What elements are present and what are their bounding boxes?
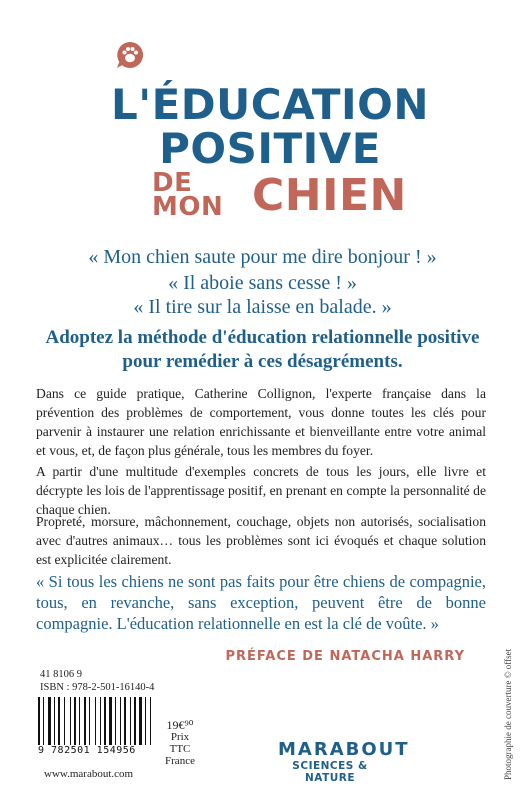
barcode-bar: [54, 697, 55, 745]
barcode-bar: [102, 697, 103, 745]
photo-credit-text: Photographie de couverture © offset: [503, 648, 513, 780]
publisher-name: MARABOUT: [278, 739, 410, 760]
barcode: [38, 697, 156, 759]
barcode-bar: [143, 697, 144, 745]
barcode-bar: [84, 697, 86, 745]
title-chien: CHIEN: [252, 170, 407, 221]
barcode-bar: [122, 697, 123, 745]
preface-credit: PRÉFACE DE NATACHA HARRY: [225, 649, 465, 664]
barcode-bar: [64, 697, 65, 745]
barcode-bars: [38, 697, 156, 745]
photo-credit: [493, 600, 513, 800]
isbn: ISBN : 978-2-501-16140-4: [40, 682, 155, 693]
highlight-quote: « Si tous les chiens ne sont pas faits pour être chiens de compagnie, tous, en revanche, sans exception, peuvent être de bonne compagnie. L'éducation relationnelle en est la clé de voûte. »: [36, 572, 486, 633]
barcode-bar: [120, 697, 121, 745]
barcode-bar: [91, 697, 94, 745]
barcode-bar: [43, 697, 44, 745]
body-paragraph-1: Dans ce guide pratique, Catherine Collignon, l'experte française dans la prévention des problèmes de comportement, vous donne toutes les clés pour parvenir à instaurer une relation enrichissante et bienveillante entre votre animal et vous, et, de façon plus générale, tous les membres du foyer.: [36, 386, 486, 458]
barcode-bar: [45, 697, 47, 745]
lead-text: Adoptez la méthode d'éducation relationnelle positive pour remédier à ces désagréments.: [45, 327, 480, 372]
quote-1: « Mon chien saute pour me dire bonjour ! »: [88, 246, 437, 268]
barcode-bar: [87, 697, 88, 745]
body-paragraph-3: Propreté, morsure, mâchonnement, couchage, objets non autorisés, socialisation avec d'autres animaux… tous les problèmes sont ici évoqués et chaque solution est explicitée clairement.: [36, 514, 486, 567]
title-de: DE: [152, 168, 193, 198]
price-amount: 19€⁹⁰: [166, 718, 194, 732]
barcode-bar: [58, 697, 60, 745]
barcode-bar: [147, 697, 149, 745]
body-paragraph-2: A partir d'une multitude d'exemples concrets de tous les jours, elle livre et décrypte les lois de l'apprentissage positif, en prenant en compte la personnalité de chaque chien.: [36, 464, 486, 517]
barcode-bar: [152, 697, 154, 745]
barcode-bar: [124, 697, 126, 745]
product-code: 41 8106 9: [40, 669, 82, 680]
barcode-digits: 9 782501 154956: [38, 745, 136, 756]
barcode-bar: [117, 697, 119, 745]
barcode-bar: [38, 697, 40, 745]
barcode-bar: [145, 697, 146, 745]
publisher-logo: [278, 739, 410, 784]
barcode-bar: [97, 697, 99, 745]
barcode-bar: [115, 697, 116, 745]
price-ttc: Prix TTC: [169, 731, 191, 755]
quote-2: « Il aboie sans cesse ! »: [168, 272, 357, 294]
paw-speech-badge-icon: [115, 40, 145, 70]
barcode-bar: [77, 697, 78, 745]
price-block: [165, 719, 195, 767]
barcode-bar: [139, 697, 142, 745]
barcode-bar: [134, 697, 136, 745]
barcode-bar: [109, 697, 112, 745]
publisher-collection: SCIENCES & NATURE: [292, 760, 368, 784]
barcode-bar: [113, 697, 114, 745]
barcode-bar: [72, 697, 73, 745]
quote-3: « Il tire sur la laisse en balade. »: [133, 296, 392, 318]
title-mon: MON: [152, 192, 224, 222]
publisher-url[interactable]: www.marabout.com: [44, 768, 134, 780]
barcode-bar: [95, 697, 96, 745]
barcode-bar: [81, 697, 83, 745]
barcode-bar: [41, 697, 42, 745]
barcode-bar: [104, 697, 106, 745]
price-country: France: [165, 755, 195, 767]
barcode-bar: [107, 697, 108, 745]
barcode-bar: [89, 697, 90, 745]
barcode-bar: [56, 697, 57, 745]
title-line-1: L'ÉDUCATION: [111, 80, 429, 129]
barcode-bar: [70, 697, 71, 745]
barcode-bar: [79, 697, 80, 745]
barcode-bar: [132, 697, 133, 745]
title-line-2: POSITIVE: [159, 124, 381, 173]
barcode-bar: [61, 697, 63, 745]
barcode-bar: [52, 697, 53, 745]
barcode-bar: [127, 697, 129, 745]
barcode-bar: [150, 697, 151, 745]
barcode-bar: [130, 697, 131, 745]
barcode-bar: [137, 697, 138, 745]
barcode-bar: [66, 697, 69, 745]
barcode-bar: [48, 697, 51, 745]
barcode-bar: [100, 697, 101, 745]
barcode-bar: [74, 697, 76, 745]
